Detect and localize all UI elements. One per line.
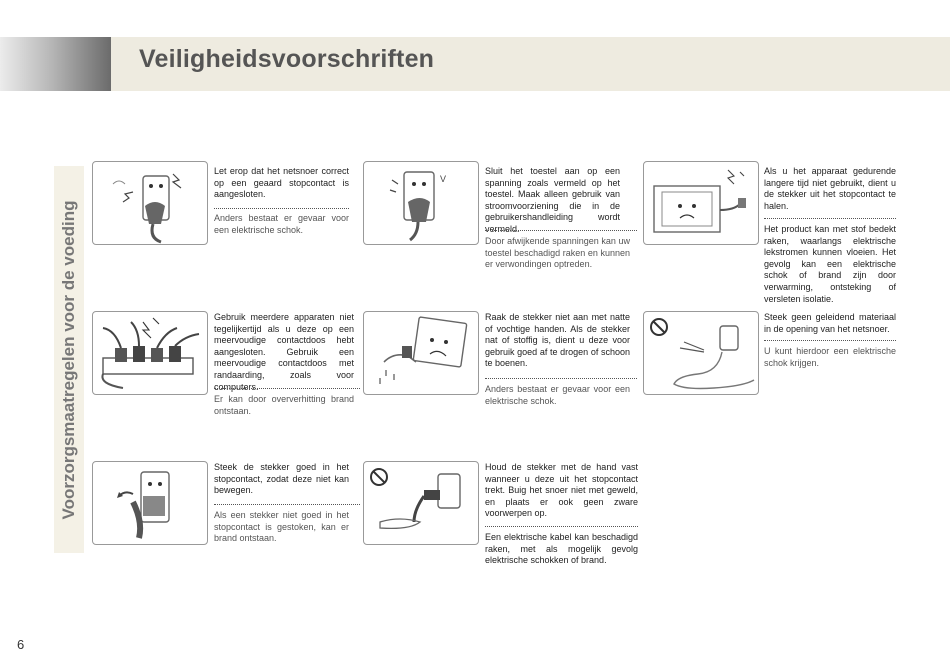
divider [214, 208, 349, 209]
item-sub-text: Anders bestaat er gevaar voor een elektrische schok. [214, 213, 349, 235]
svg-text:V: V [440, 174, 447, 184]
plug-illustration [363, 161, 479, 245]
item-sub-text: Als een stekker niet goed in het stopcontact is gestoken, kan er brand ontstaan. [214, 510, 349, 544]
item-sub-text: Door afwijkende spanningen kan uw toestel beschadigd raken en kunnen er verwondingen optreden. [485, 236, 630, 270]
item-sub-text: U kunt hierdoor een elektrische schok krijgen. [764, 346, 896, 368]
plug-illustration [92, 161, 208, 245]
insert-plug-illustration [92, 461, 208, 545]
item-main-text: Steek geen geleidend materiaal in de opening van het netsnoer. [764, 312, 896, 334]
item-main-text: Raak de stekker niet aan met natte of vochtige handen. Als de stekker nat of stoffig is, dient u deze voor gebruik goed af te drogen of schoon te boenen. [485, 312, 630, 369]
divider [764, 218, 896, 219]
divider [485, 230, 637, 231]
divider [485, 378, 637, 379]
item-sub-text: Anders bestaat er gevaar voor een elektrische schok. [485, 384, 630, 406]
prohibited-illustration [643, 311, 759, 395]
item-sub-text: Het product kan met stof bedekt raken, waarlangs elektrische lekstromen kunnen vloeien. Het gevolg kan een elektrische schok of brand zijn door verwarming, ontsteking of versleten isolatie. [764, 224, 896, 304]
item-main-text: Gebruik meerdere apparaten niet tegelijkertijd als u deze op een meervoudige contactdoos hebt aangesloten. Gebruik een meervoudige contactdoos met randaarding, zoals voor computers. [214, 312, 354, 392]
prohibited-illustration [363, 461, 479, 545]
item-main-text: Houd de stekker met de hand vast wanneer u deze uit het stopcontact trekt. Buig het snoer niet met geweld, en plaats er ook geen zware voorwerpen op. [485, 462, 638, 519]
header-gradient-block [0, 37, 111, 91]
wet-plug-illustration [363, 311, 479, 395]
item-main-text: Sluit het toestel aan op een spanning zoals vermeld op het toestel. Maak alleen gebruik van stroomvoorziening die in de gebruikershandleiding wordt vermeld. [485, 166, 620, 234]
power-strip-illustration [92, 311, 208, 395]
divider [214, 388, 360, 389]
divider [485, 526, 638, 527]
page-title: Veiligheidsvoorschriften [139, 45, 435, 73]
item-sub-text: Een elektrische kabel kan beschadigd raken, met als mogelijk gevolg elektrische schokken of brand. [485, 532, 638, 566]
section-title: Voorzorgsmaatregelen voor de voeding [59, 200, 78, 520]
item-main-text: Steek de stekker goed in het stopcontact, zodat deze niet kan bewegen. [214, 462, 349, 496]
divider [214, 504, 360, 505]
item-main-text: Let erop dat het netsnoer correct op een geaard stopcontact is aangesloten. [214, 166, 349, 200]
item-sub-text: Er kan door oververhitting brand ontstaan. [214, 394, 354, 416]
monitor-illustration [643, 161, 759, 245]
page-number: 6 [17, 637, 25, 652]
divider [764, 340, 896, 341]
item-main-text: Als u het apparaat gedurende langere tijd niet gebruikt, dient u de stekker uit het stopcontact te halen. [764, 166, 896, 211]
